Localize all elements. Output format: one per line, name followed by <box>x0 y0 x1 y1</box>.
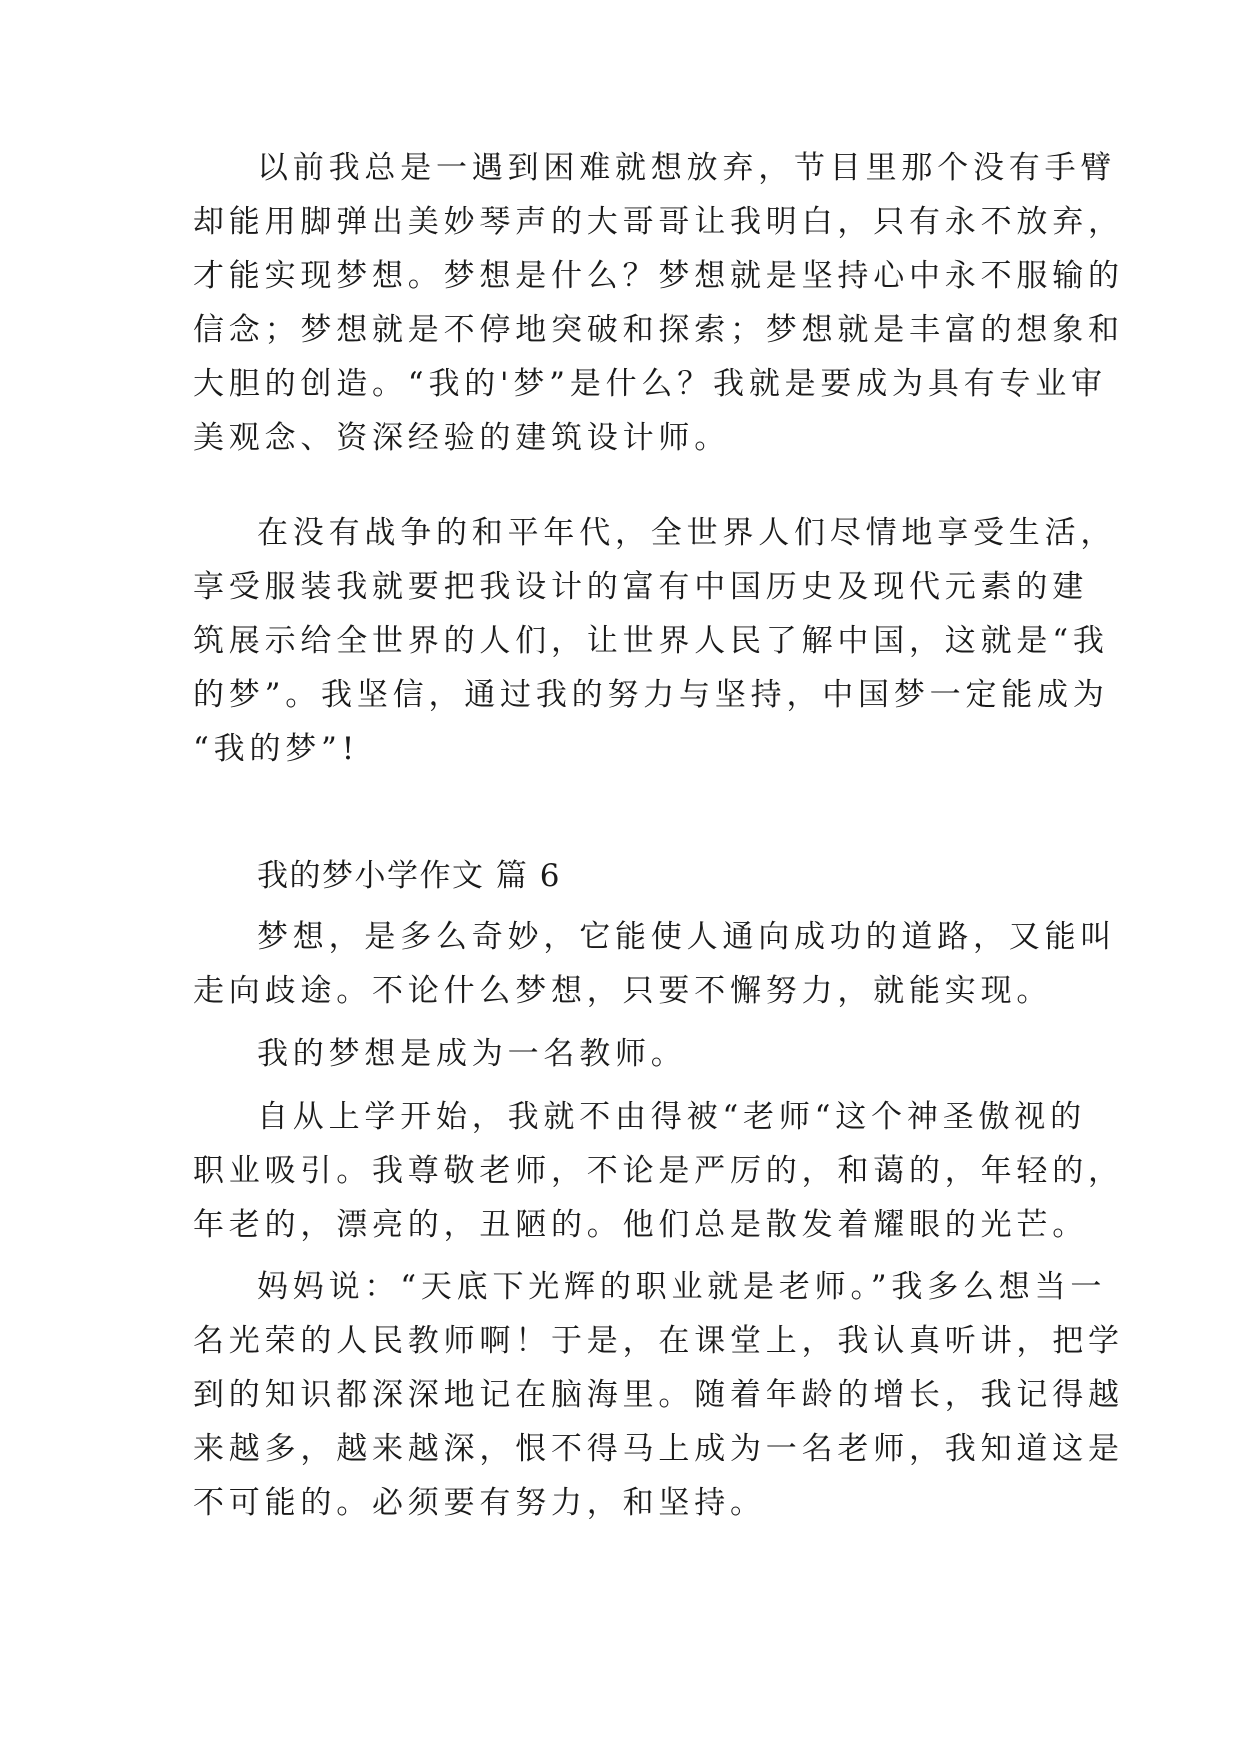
text-line: 职业吸引。我尊敬老师，不论是严厉的，和蔼的，年轻的， <box>193 1153 1124 1189</box>
text-line: 名光荣的人民教师啊！于是，在课堂上，我认真听讲，把学 <box>193 1323 1124 1359</box>
text-line: 梦想，是多么奇妙，它能使人通向成功的道路，又能叫 <box>257 919 1117 955</box>
text-line: 我的梦想是成为一名教师。 <box>257 1036 687 1072</box>
section-heading: 我的梦小学作文 篇 6 <box>257 858 561 894</box>
text-line: 却能用脚弹出美妙琴声的大哥哥让我明白，只有永不放弃， <box>193 204 1124 240</box>
text-line: 妈妈说：“天底下光辉的职业就是老师。”我多么想当一 <box>257 1269 1107 1305</box>
text-line: 到的知识都深深地记在脑海里。随着年龄的增长，我记得越 <box>193 1377 1124 1413</box>
text-line: 自从上学开始，我就不由得被“老师“这个神圣傲视的 <box>257 1099 1086 1135</box>
text-line: 以前我总是一遇到困难就想放弃，节目里那个没有手臂 <box>257 150 1117 186</box>
text-line: 的梦”。我坚信，通过我的努力与坚持，中国梦一定能成为 <box>193 677 1109 713</box>
text-line: 来越多，越来越深，恨不得马上成为一名老师，我知道这是 <box>193 1431 1124 1467</box>
text-line: 不可能的。必须要有努力，和坚持。 <box>193 1485 766 1521</box>
text-line: 走向歧途。不论什么梦想，只要不懈努力，就能实现。 <box>193 973 1053 1009</box>
text-line: 筑展示给全世界的人们，让世界人民了解中国，这就是“我 <box>193 623 1109 659</box>
text-line: 大胆的创造。“我的'梦”是什么？我就是要成为具有专业审 <box>193 366 1107 402</box>
text-line: 享受服装我就要把我设计的富有中国历史及现代元素的建 <box>193 569 1088 605</box>
text-line: “我的梦”! <box>193 731 359 767</box>
text-line: 美观念、资深经验的建筑设计师。 <box>193 420 730 456</box>
text-line: 年老的，漂亮的，丑陋的。他们总是散发着耀眼的光芒。 <box>193 1207 1088 1243</box>
text-line: 在没有战争的和平年代，全世界人们尽情地享受生活， <box>257 515 1117 551</box>
text-line: 信念；梦想就是不停地突破和探索；梦想就是丰富的想象和 <box>193 312 1124 348</box>
text-line: 才能实现梦想。梦想是什么？梦想就是坚持心中永不服输的 <box>193 258 1124 294</box>
